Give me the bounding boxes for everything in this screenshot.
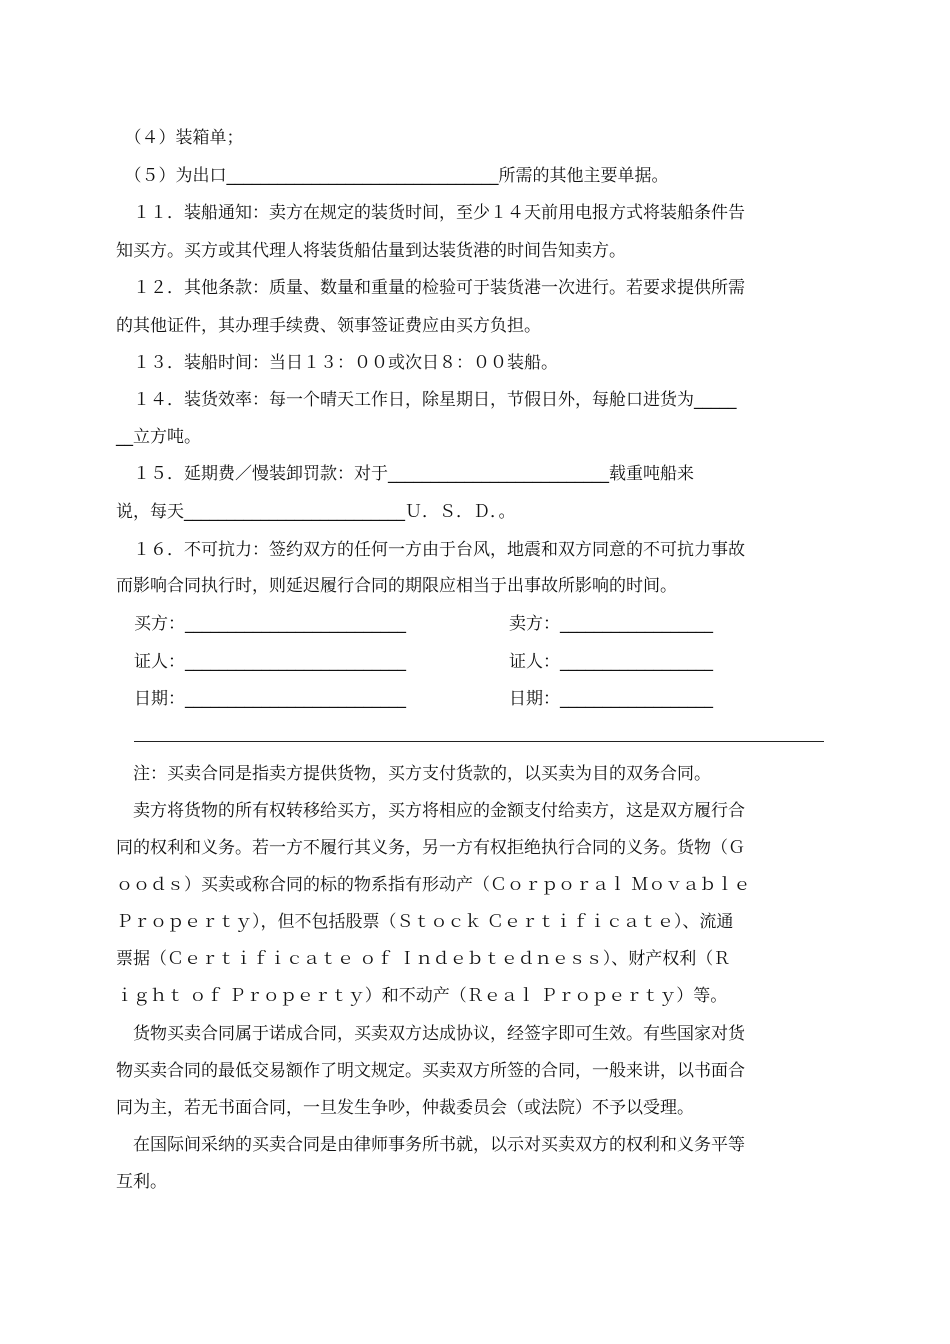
note-line-12: 互利。: [116, 1172, 167, 1192]
note-line-5: Ｐｒｏｐｅｒｔｙ），但不包括股票（Ｓｔｏｃｋ Ｃｅｒｔｉｆｉｃａｔｅ）、流通: [116, 912, 734, 932]
note-line-3: 同的权利和义务。若一方不履行其义务，另一方有权拒绝执行合同的义务。货物（Ｇ: [116, 838, 745, 858]
section-divider: [134, 741, 824, 742]
seller-date-line: 日期：__________________: [509, 689, 713, 709]
seller-signature-line: 卖方：__________________: [509, 614, 713, 634]
note-line-7: ｉｇｈｔ ｏｆ Ｐｒｏｐｅｒｔｙ）和不动产（Ｒｅａｌ Ｐｒｏｐｅｒｔｙ）等。: [116, 986, 728, 1006]
note-line-11: 在国际间采纳的买卖合同是由律师事务所书就，以示对买卖双方的权利和义务平等: [116, 1135, 745, 1155]
clause-14-line-1: １４．装货效率：每一个晴天工作日，除星期日，节假日外，每舱口进货为_____: [116, 390, 737, 410]
note-line-8: 货物买卖合同属于诺成合同，买卖双方达成协议，经签字即可生效。有些国家对货: [116, 1024, 745, 1044]
note-line-10: 同为主，若无书面合同，一旦发生争吵，仲裁委员会（或法院）不予以受理。: [116, 1098, 694, 1118]
note-line-6: 票据（Ｃｅｒｔｉｆｉｃａｔｅ ｏｆ Ｉｎｄｅｂｔｅｄｎｅｓｓ）、财产权利（Ｒ: [116, 949, 731, 969]
clause-16-line-2: 而影响合同执行时，则延迟履行合同的期限应相当于出事故所影响的时间。: [116, 576, 677, 596]
clause-12-line-1: １２．其他条款：质量、数量和重量的检验可于装货港一次进行。若要求提供所需: [116, 278, 745, 298]
clause-4-line: （４）装箱单；: [116, 128, 244, 148]
buyer-date-line: 日期：__________________________: [134, 689, 406, 709]
note-line-2: 卖方将货物的所有权转移给买方，买方将相应的金额支付给卖方，这是双方履行合: [116, 801, 745, 821]
note-line-1: 注：买卖合同是指卖方提供货物，买方支付货款的，以买卖为目的双务合同。: [116, 764, 711, 784]
note-line-9: 物买卖合同的最低交易额作了明文规定。买卖双方所签的合同，一般来讲，以书面合: [116, 1061, 745, 1081]
clause-11-line-2: 知买方。买方或其代理人将装货船估量到达装货港的时间告知卖方。: [116, 241, 626, 261]
seller-witness-line: 证人：__________________: [509, 652, 713, 672]
clause-12-line-2: 的其他证件，其办理手续费、领事签证费应由买方负担。: [116, 316, 541, 336]
clause-13-line: １３．装船时间：当日１３：００或次日８：００装船。: [116, 353, 558, 373]
buyer-signature-line: 买方：__________________________: [134, 614, 406, 634]
note-line-4: ｏｏｄｓ）买卖或称合同的标的物系指有形动产（Ｃｏｒｐｏｒａｌ Ｍｏｖａｂｌｅ: [116, 875, 751, 895]
clause-15-line-2: 说，每天__________________________Ｕ．Ｓ．Ｄ．。: [116, 502, 516, 522]
clause-14-line-2: __立方吨。: [116, 427, 201, 447]
clause-16-line-1: １６．不可抗力：签约双方的任何一方由于台风，地震和双方同意的不可抗力事故: [116, 540, 745, 560]
buyer-witness-line: 证人：__________________________: [134, 652, 406, 672]
clause-11-line-1: １１．装船通知：卖方在规定的装货时间，至少１４天前用电报方式将装船条件告: [116, 203, 745, 223]
clause-15-line-1: １５．延期费／慢装卸罚款：对于__________________________载重吨船来: [116, 464, 694, 484]
clause-5-line: （５）为出口________________________________所需的其他主要单据。: [116, 166, 669, 186]
